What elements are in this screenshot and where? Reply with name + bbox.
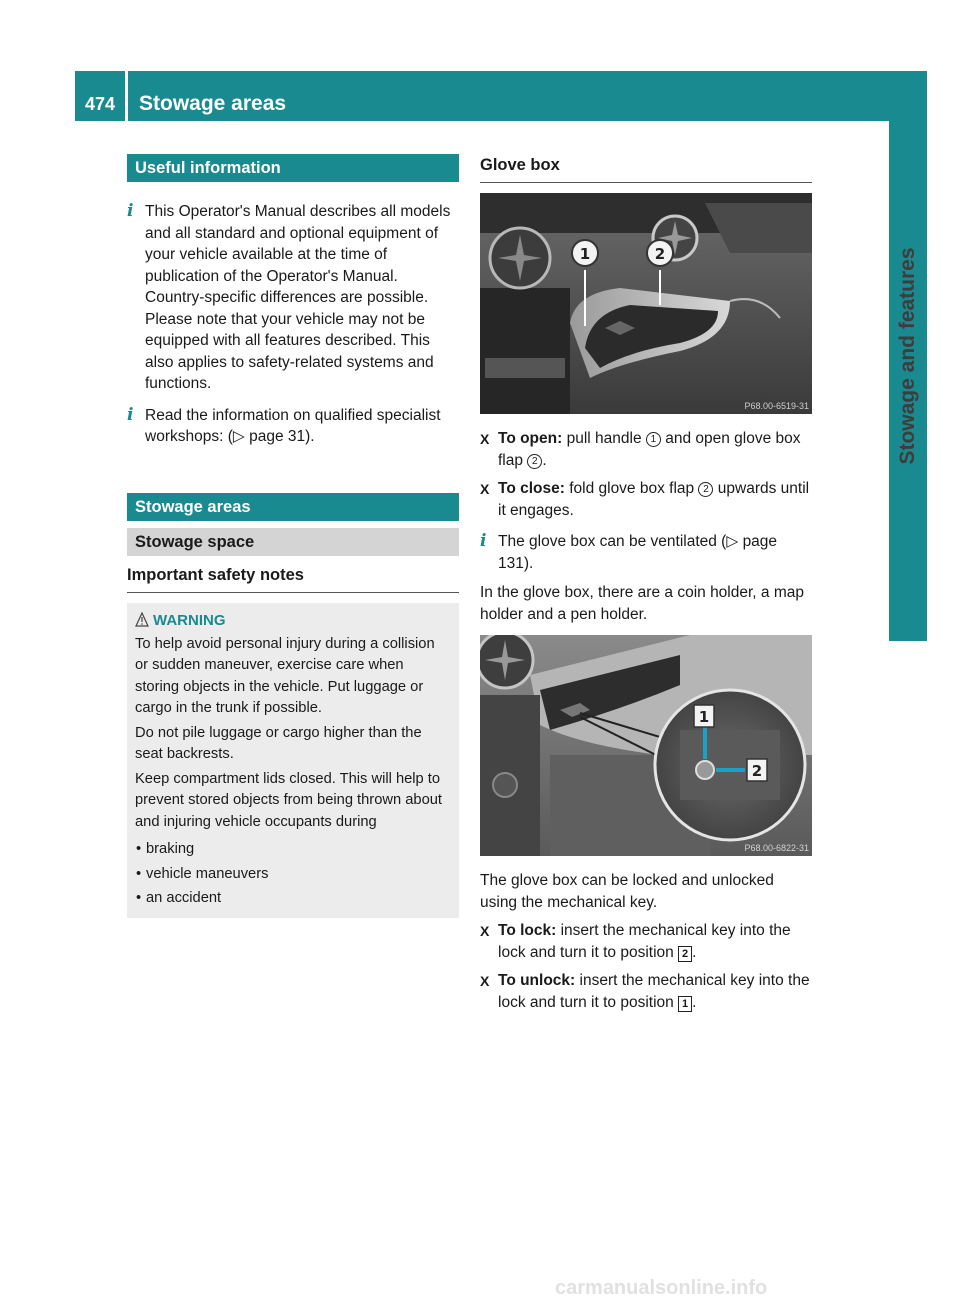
info-text: The glove box can be ventilated (▷ page 131). bbox=[498, 533, 778, 572]
list-item: • an accident bbox=[136, 890, 222, 906]
callout-2: 2 bbox=[751, 762, 763, 780]
list-item: • braking bbox=[136, 841, 195, 857]
warning-paragraph: Keep compartment lids closed. This will help to prevent stored objects from being thrown about and injuring vehicle occupants during bbox=[135, 770, 442, 830]
glove-box-photo-illustration bbox=[480, 193, 812, 414]
glove-box-lock-illustration bbox=[480, 635, 812, 856]
step-arrow-icon: X bbox=[480, 973, 490, 989]
photo-code: P68.00-6822-31 bbox=[744, 843, 809, 853]
page-number: 474 bbox=[84, 94, 116, 114]
glove-box-heading: Glove box bbox=[480, 154, 812, 183]
left-column bbox=[127, 154, 459, 918]
callout-2: 2 bbox=[654, 245, 666, 263]
warning-header bbox=[135, 611, 451, 631]
side-tab-label: Stowage and features bbox=[896, 247, 919, 465]
photo-code: P68.00-6519-31 bbox=[744, 401, 809, 411]
footer-watermark: carmanualsonline.info bbox=[555, 1277, 768, 1299]
info-text: Read the information on qualified specialist workshops: (▷ page 31). bbox=[145, 406, 441, 445]
step-open: X To open: pull handle 1 and open glove box flap 2 . bbox=[480, 430, 801, 469]
info-text: This Operator's Manual describes all models and all standard and optional equipment of your vehicle available at the time of publication of the Operator's Manual. Country-specific differences are possible. Please note that your vehicle may not be equipped with all features described. This also applies to safety-related systems and functions. bbox=[145, 203, 451, 392]
header-divider bbox=[125, 71, 128, 121]
step-arrow-icon: X bbox=[480, 481, 490, 497]
side-tab-block bbox=[889, 588, 927, 641]
info-icon: i bbox=[480, 531, 487, 551]
step-arrow-icon: X bbox=[480, 431, 490, 447]
holders-text: In the glove box, there are a coin holder, a map holder and a pen holder. bbox=[480, 584, 804, 623]
step-unlock: X To unlock: insert the mechanical key into the lock and turn it to position 1 . bbox=[480, 972, 810, 1011]
callout-1: 1 bbox=[579, 245, 591, 263]
page-header bbox=[75, 71, 889, 121]
info-note bbox=[480, 531, 812, 574]
lock-intro-text: The glove box can be locked and unlocked using the mechanical key. bbox=[480, 872, 774, 911]
header-title: Stowage areas bbox=[139, 92, 287, 115]
info-icon: i bbox=[127, 201, 134, 221]
safety-notes-heading: Important safety notes bbox=[127, 564, 459, 593]
warning-paragraph: To help avoid personal injury during a collision or sudden maneuver, exercise care when storing objects in the vehicle. Put luggage or cargo in the trunk if possible. bbox=[135, 635, 435, 716]
step-lock: X To lock: insert the mechanical key into the lock and turn it to position 2 . bbox=[480, 922, 791, 961]
glove-box-photo bbox=[480, 193, 812, 414]
warning-triangle-icon bbox=[135, 612, 149, 627]
list-item: • vehicle maneuvers bbox=[136, 865, 269, 882]
callout-1: 1 bbox=[698, 708, 710, 726]
info-icon: i bbox=[127, 404, 134, 425]
right-column bbox=[480, 154, 812, 1013]
warning-box bbox=[127, 603, 459, 918]
warning-title: WARNING bbox=[153, 611, 226, 629]
stowage-space-bar: Stowage space bbox=[127, 528, 459, 556]
warning-paragraph: Do not pile luggage or cargo higher than the seat backrests. bbox=[135, 724, 422, 762]
info-note bbox=[127, 405, 459, 448]
step-arrow-icon: X bbox=[480, 923, 490, 939]
useful-info-bar: Useful information bbox=[127, 154, 459, 182]
stowage-areas-bar: Stowage areas bbox=[127, 493, 459, 521]
glove-box-lock-photo bbox=[480, 635, 812, 856]
step-close: X To close: fold glove box flap 2 upwards until it engages. bbox=[480, 480, 810, 519]
info-note bbox=[127, 201, 459, 395]
